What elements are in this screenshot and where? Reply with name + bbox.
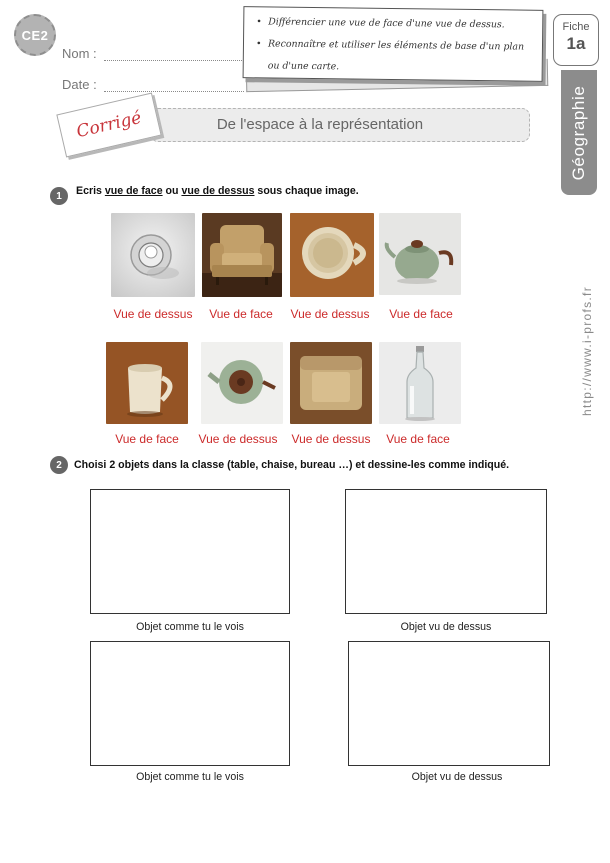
answer-row1-3: Vue de dessus [290, 307, 370, 321]
photo-teapot-front [379, 213, 461, 295]
instruction-mid: ou [165, 185, 179, 197]
photo-mug-top [290, 213, 374, 297]
caption-top-2: Objet vu de dessus [411, 771, 503, 783]
objective-item: • Reconnaître et utiliser les éléments de base d'un plan ou d'une carte. [268, 33, 535, 80]
answer-row1-4: Vue de face [389, 307, 453, 321]
photo-mug-front [106, 342, 188, 424]
stamp-text: Corrigé [74, 107, 144, 143]
caption-front-2: Objet comme tu le vois [136, 771, 244, 783]
photo-glass-bottle-front [379, 342, 461, 424]
name-field[interactable] [104, 49, 244, 61]
answer-row2-1: Vue de face [115, 432, 179, 446]
name-label: Nom : [62, 46, 97, 61]
fiche-label: Fiche [562, 21, 590, 33]
exercise-2-instruction: Choisi 2 objets dans la classe (table, chaise, bureau …) et dessine-les comme indiqué. [74, 459, 510, 471]
instruction-term-front: vue de face [104, 185, 163, 197]
level-badge: CE2 [14, 14, 56, 56]
photo-armchair-top [290, 342, 372, 424]
date-field[interactable] [104, 80, 244, 92]
caption-front-1: Objet comme tu le vois [136, 621, 244, 633]
page-title: De l'espace à la représentation [216, 116, 424, 133]
drawing-box-front-1[interactable] [90, 489, 290, 614]
photo-glass-bottle-top [111, 213, 195, 297]
fiche-number: 1a [566, 34, 586, 53]
caption-top-1: Objet vu de dessus [400, 621, 492, 633]
date-label: Date : [62, 77, 97, 92]
drawing-box-top-2[interactable] [348, 641, 550, 766]
fiche-tab [553, 14, 599, 66]
objective-item: • Différencier une vue de face d'une vue de dessus. [268, 11, 534, 36]
exercise-1-number: 1 [50, 187, 68, 205]
instruction-term-top: vue de dessus [181, 185, 255, 197]
instruction-suffix: sous chaque image. [257, 185, 359, 197]
answer-row2-2: Vue de dessus [198, 432, 278, 446]
photo-teapot-top [201, 342, 283, 424]
subject-label: Géographie [569, 85, 588, 181]
exercise-2-number: 2 [50, 456, 68, 474]
objectives-note [243, 6, 544, 82]
answer-row1-2: Vue de face [209, 307, 273, 321]
website-url: http://www.i-profs.fr [580, 286, 594, 416]
answer-row1-1: Vue de dessus [113, 307, 193, 321]
drawing-box-top-1[interactable] [345, 489, 547, 614]
answer-row2-3: Vue de dessus [291, 432, 371, 446]
instruction-prefix: Ecris [76, 185, 102, 197]
answer-row2-4: Vue de face [386, 432, 450, 446]
corrige-stamp [56, 93, 161, 158]
exercise-1-instruction [76, 185, 359, 197]
photo-armchair-front [202, 213, 282, 297]
drawing-box-front-2[interactable] [90, 641, 290, 766]
